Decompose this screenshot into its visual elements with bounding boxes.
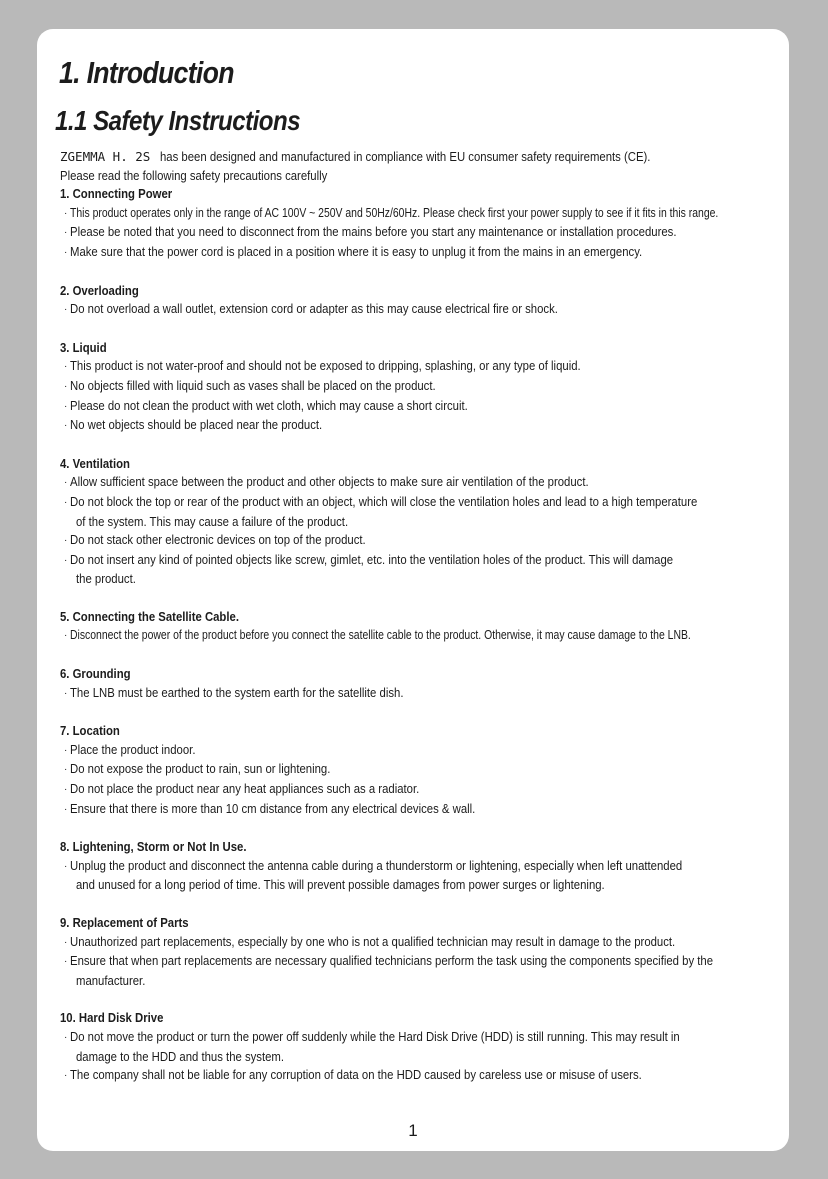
section-9 — [60, 914, 760, 990]
sections-container — [60, 185, 760, 1086]
section-title: 5. Connecting the Satellite Cable. — [60, 608, 239, 624]
bullet-text: Place the product indoor. — [70, 741, 196, 757]
section-gap — [60, 990, 760, 1009]
bullet-item — [60, 1028, 760, 1048]
bullet-item — [60, 377, 760, 397]
bullet-item — [60, 626, 760, 646]
bullet-item — [60, 684, 760, 704]
page-number: 1 — [408, 1121, 418, 1140]
section-4 — [60, 455, 760, 589]
bullet-item — [60, 800, 760, 820]
bullet-dot-icon: · — [64, 496, 68, 508]
bullet-continuation-text: of the system. This may cause a failure of the product. — [76, 513, 349, 529]
bullet-text: Do not move the product or turn the power off suddenly while the Hard Disk Drive (HDD) is still running. This may result in — [70, 1028, 680, 1044]
bullet-text: Ensure that when part replacements are necessary qualified technicians perform the task using the components specified by the — [70, 953, 714, 969]
bullet-dot-icon: · — [64, 477, 68, 489]
section-3 — [60, 339, 760, 436]
bullet-item — [60, 780, 760, 800]
bullet-item — [60, 243, 760, 263]
bullet-dot-icon: · — [64, 246, 68, 258]
bullet-text: The LNB must be earthed to the system earth for the satellite dish. — [70, 684, 404, 700]
section-8 — [60, 838, 760, 895]
bullet-text: This product operates only in the range of AC 100V ~ 250V and 50Hz/60Hz. Please check first your power supply to see if it fits in this range. — [70, 204, 719, 220]
model-name: ZGEMMA H. 2S — [60, 149, 151, 164]
bullet-dot-icon: · — [64, 687, 68, 699]
bullet-dot-icon: · — [64, 860, 68, 872]
intro-line-1 — [60, 148, 760, 167]
intro-text-2: Please read the following safety precautions carefully — [60, 167, 328, 183]
bullet-item — [60, 493, 760, 513]
bullet-dot-icon: · — [64, 956, 68, 968]
section-gap — [60, 646, 760, 665]
bullet-dot-icon: · — [64, 207, 68, 219]
section-gap — [60, 436, 760, 455]
bullet-dot-icon: · — [64, 400, 68, 412]
section-1 — [60, 185, 760, 262]
bullet-dot-icon: · — [64, 803, 68, 815]
bullet-dot-icon: · — [64, 535, 68, 547]
bullet-item — [60, 357, 760, 377]
bullet-text: No objects filled with liquid such as vases shall be placed on the product. — [70, 377, 436, 393]
intro-line-2 — [60, 167, 760, 186]
bullet-dot-icon: · — [64, 420, 68, 432]
bullet-dot-icon: · — [64, 784, 68, 796]
bullet-text: Do not overload a wall outlet, extension cord or adapter as this may cause electrical fire or shock. — [70, 301, 558, 317]
document-page — [37, 29, 789, 1151]
section-title: 6. Grounding — [60, 666, 131, 682]
bullet-continuation — [60, 972, 760, 991]
intro-text: has been designed and manufactured in compliance with EU consumer safety requirements (CE). — [160, 149, 651, 164]
section-title: 1. Connecting Power — [60, 186, 173, 202]
bullet-text: Please do not clean the product with wet cloth, which may cause a short circuit. — [70, 397, 468, 413]
bullet-text: No wet objects should be placed near the product. — [70, 417, 323, 433]
bullet-item — [60, 952, 760, 972]
bullet-item — [60, 397, 760, 417]
bullet-text: Ensure that there is more than 10 cm distance from any electrical devices & wall. — [70, 800, 476, 816]
bullet-text: Unauthorized part replacements, especially by one who is not a qualified technician may result in damage to the product. — [70, 933, 676, 949]
section-7 — [60, 722, 760, 819]
bullet-continuation-text: and unused for a long period of time. This will prevent possible damages from power surges or lightening. — [76, 877, 605, 893]
bullet-text: Unplug the product and disconnect the antenna cable during a thunderstorm or lightening, especially when left unattended — [70, 857, 683, 873]
bullet-item — [60, 473, 760, 493]
bullet-continuation-text: the product. — [76, 571, 136, 587]
section-gap — [60, 320, 760, 339]
bullet-text: Make sure that the power cord is placed in a position where it is easy to unplug it from the mains in an emergency. — [70, 243, 643, 259]
section-10 — [60, 1009, 760, 1085]
bullet-dot-icon: · — [64, 380, 68, 392]
section-gap — [60, 589, 760, 608]
bullet-dot-icon: · — [64, 744, 68, 756]
document-body — [60, 148, 760, 1086]
bullet-item — [60, 223, 760, 243]
section-title: 9. Replacement of Parts — [60, 915, 189, 930]
bullet-text: Allow sufficient space between the product and other objects to make sure air ventilation of the product. — [70, 474, 589, 490]
section-gap — [60, 703, 760, 722]
section-5 — [60, 608, 760, 646]
bullet-continuation-text: manufacturer. — [76, 972, 146, 988]
bullet-item — [60, 741, 760, 761]
bullet-continuation — [60, 513, 760, 532]
bullet-continuation — [60, 1048, 760, 1067]
bullet-continuation — [60, 570, 760, 589]
bullet-continuation-text: damage to the HDD and thus the system. — [76, 1048, 285, 1064]
bullet-text: Disconnect the power of the product before you connect the satellite cable to the product. Otherwise, it may cause damage to the LNB. — [70, 627, 691, 643]
bullet-text: Do not place the product near any heat appliances such as a radiator. — [70, 781, 420, 797]
bullet-item — [60, 857, 760, 877]
bullet-continuation — [60, 876, 760, 895]
bullet-dot-icon: · — [64, 936, 68, 948]
section-gap — [60, 895, 760, 914]
section-title: 3. Liquid — [60, 339, 107, 355]
bullet-text: Please be noted that you need to disconnect from the mains before you start any maintenance or installation procedures. — [70, 224, 677, 240]
section-title: 7. Location — [60, 723, 120, 739]
heading-introduction: 1. Introduction — [59, 55, 234, 90]
bullet-dot-icon: · — [64, 1070, 68, 1082]
bullet-text: Do not block the top or rear of the product with an object, which will close the ventilation holes and lead to a high temperature — [70, 493, 698, 509]
bullet-dot-icon: · — [64, 630, 68, 642]
bullet-item — [60, 416, 760, 436]
section-gap — [60, 263, 760, 282]
bullet-text: Do not insert any kind of pointed objects like screw, gimlet, etc. into the ventilation holes of the product. This will damage — [70, 551, 674, 567]
bullet-item — [60, 760, 760, 780]
bullet-text: The company shall not be liable for any corruption of data on the HDD caused by careless use or misuse of users. — [70, 1067, 642, 1083]
bullet-item — [60, 933, 760, 953]
bullet-item — [60, 1066, 760, 1086]
section-title: 10. Hard Disk Drive — [60, 1010, 164, 1026]
bullet-item — [60, 300, 760, 320]
heading-safety-instructions: 1.1 Safety Instructions — [55, 105, 301, 136]
bullet-text: Do not stack other electronic devices on top of the product. — [70, 532, 366, 548]
bullet-dot-icon: · — [64, 361, 68, 373]
section-title: 2. Overloading — [60, 282, 139, 298]
bullet-item — [60, 204, 760, 224]
bullet-dot-icon: · — [64, 1031, 68, 1043]
bullet-item — [60, 531, 760, 551]
bullet-dot-icon: · — [64, 304, 68, 316]
section-title: 8. Lightening, Storm or Not In Use. — [60, 839, 247, 855]
bullet-text: Do not expose the product to rain, sun or lightening. — [70, 761, 331, 777]
section-2 — [60, 282, 760, 320]
bullet-dot-icon: · — [64, 227, 68, 239]
bullet-text: This product is not water-proof and should not be exposed to dripping, splashing, or any type of liquid. — [70, 358, 581, 374]
bullet-dot-icon: · — [64, 764, 68, 776]
section-gap — [60, 819, 760, 838]
bullet-dot-icon: · — [64, 554, 68, 566]
bullet-item — [60, 551, 760, 571]
section-6 — [60, 665, 760, 703]
section-title: 4. Ventilation — [60, 455, 130, 471]
